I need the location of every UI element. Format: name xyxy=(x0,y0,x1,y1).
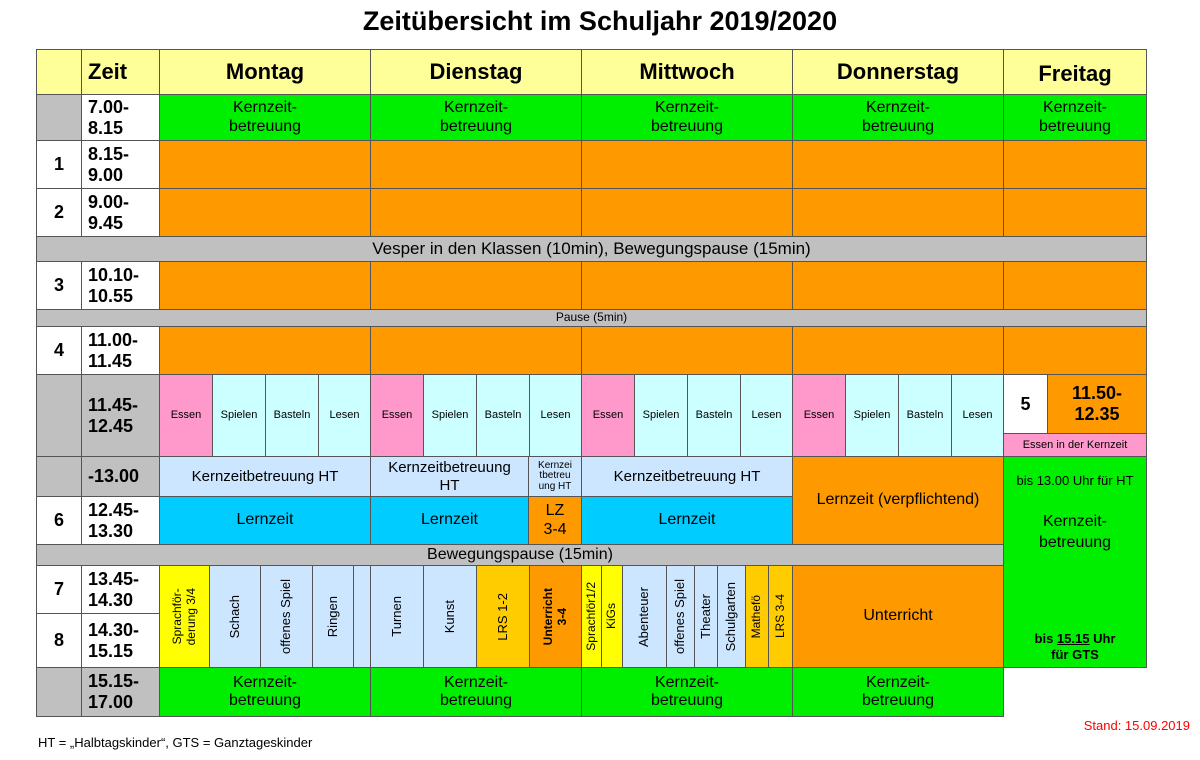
early-kzb-montag: Kernzeit- betreuung xyxy=(159,94,371,141)
row4-dienstag xyxy=(370,326,582,375)
lunch-dienstag-spielen: Spielen xyxy=(423,374,477,457)
late-kzb-mittwoch: Kernzeit- betreuung xyxy=(581,667,793,717)
ag-mittwoch-mathefoerderung xyxy=(745,565,769,668)
freitag-gts-prefix: bis xyxy=(1034,631,1057,646)
row1-num: 1 xyxy=(36,140,82,189)
lunch-time: 11.45- 12.45 xyxy=(81,374,160,457)
row6-mittwoch-lernzeit: Lernzeit xyxy=(581,496,793,545)
ag-dienstag-unterricht-label: Unterricht 3-4 xyxy=(540,587,569,646)
lunch-donnerstag-essen: Essen xyxy=(792,374,846,457)
page-title: Zeitübersicht im Schuljahr 2019/2020 xyxy=(362,6,838,36)
lunch-freitag-num: 5 xyxy=(1003,374,1048,434)
freitag-gts-time: 15.15 xyxy=(1056,631,1090,646)
row-early-num xyxy=(36,94,82,141)
row4-montag xyxy=(159,326,371,375)
late-kzb-dienstag: Kernzeit- betreuung xyxy=(370,667,582,717)
row3-freitag xyxy=(1003,261,1147,310)
ag-montag-offenes-spiel xyxy=(260,565,313,668)
freitag-gts-suffix: Uhr für GTS xyxy=(1051,631,1116,663)
ag-mittwoch-offenes-spiel-label: offenes Spiel xyxy=(672,579,688,654)
row3-donnerstag xyxy=(792,261,1004,310)
row3-montag xyxy=(159,261,371,310)
ag-mittwoch-mathefoerderung-label: Mathefö xyxy=(749,594,764,639)
row1-dienstag xyxy=(370,140,582,189)
lunch-dienstag-lesen: Lesen xyxy=(529,374,582,457)
row6-time: 12.45- 13.30 xyxy=(81,496,160,545)
row8-num: 8 xyxy=(36,613,82,668)
row2-num: 2 xyxy=(36,188,82,237)
lunch-montag-spielen: Spielen xyxy=(212,374,266,457)
ag-mittwoch-lrs xyxy=(768,565,793,668)
lunch-dienstag-essen: Essen xyxy=(370,374,424,457)
ag-dienstag-kunst-label: Kunst xyxy=(441,599,457,634)
header-montag: Montag xyxy=(159,49,371,95)
lunch-montag-essen: Essen xyxy=(159,374,213,457)
late-num xyxy=(36,667,82,717)
ag-mittwoch-sprachfoerderung xyxy=(581,565,602,668)
row3-num: 3 xyxy=(36,261,82,310)
lunch-mittwoch-essen: Essen xyxy=(581,374,635,457)
lunch-dienstag-basteln: Basteln xyxy=(476,374,530,457)
r13-montag-kzb: Kernzeitbetreuung HT xyxy=(159,456,371,497)
ag-mittwoch-schulgarten-label: Schulgarten xyxy=(723,581,739,652)
stand-date: Stand: 15.09.2019 xyxy=(1083,718,1190,733)
vesper-band: Vesper in den Klassen (10min), Bewegungspause (15min) xyxy=(36,236,1147,262)
lunch-donnerstag-lesen: Lesen xyxy=(951,374,1004,457)
row4-freitag xyxy=(1003,326,1147,375)
ag-montag-schach xyxy=(209,565,261,668)
row2-dienstag xyxy=(370,188,582,237)
early-kzb-mittwoch: Kernzeit- betreuung xyxy=(581,94,793,141)
ag-montag-empty xyxy=(353,565,371,668)
late-kzb-donnerstag: Kernzeit- betreuung xyxy=(792,667,1004,717)
header-zeit: Zeit xyxy=(81,49,160,95)
r13-num xyxy=(36,456,82,497)
ag-mittwoch-kigs xyxy=(601,565,623,668)
legend: HT = „Halbtagskinder“, GTS = Ganztageskinder xyxy=(38,735,313,750)
row4-time: 11.00- 11.45 xyxy=(81,326,160,375)
lunch-montag-lesen: Lesen xyxy=(318,374,371,457)
lunch-num xyxy=(36,374,82,457)
row2-freitag xyxy=(1003,188,1147,237)
row1-freitag xyxy=(1003,140,1147,189)
row2-time: 9.00- 9.45 xyxy=(81,188,160,237)
lunch-freitag-time: 11.50- 12.35 xyxy=(1047,374,1147,434)
row6-dienstag-lernzeit: Lernzeit xyxy=(370,496,529,545)
row1-mittwoch xyxy=(581,140,793,189)
lunch-mittwoch-lesen: Lesen xyxy=(740,374,793,457)
row3-mittwoch xyxy=(581,261,793,310)
early-kzb-freitag: Kernzeit- betreuung xyxy=(1003,94,1147,141)
bewegungspause-band: Bewegungspause (15min) xyxy=(36,544,1004,566)
ag-montag-ringen-label: Ringen xyxy=(324,595,340,638)
row7-num: 7 xyxy=(36,565,82,614)
early-kzb-donnerstag: Kernzeit- betreuung xyxy=(792,94,1004,141)
ag-dienstag-unterricht xyxy=(529,565,582,668)
r13-time: -13.00 xyxy=(81,456,160,497)
ag-mittwoch-kigs-label: KiGs xyxy=(604,603,619,630)
r13-mittwoch-kzb: Kernzeitbetreuung HT xyxy=(581,456,793,497)
header-freitag: Freitag xyxy=(1003,49,1147,99)
header-mittwoch: Mittwoch xyxy=(581,49,793,95)
ag-mittwoch-sprachfoerderung-label: Sprachför1/2 xyxy=(583,582,598,651)
early-kzb-dienstag: Kernzeit- betreuung xyxy=(370,94,582,141)
r13-dienstag-kzb: Kernzeitbetreuung HT xyxy=(370,456,529,497)
lunch-freitag-essen: Essen in der Kernzeit xyxy=(1003,433,1147,457)
row6-montag-lernzeit: Lernzeit xyxy=(159,496,371,545)
lunch-mittwoch-spielen: Spielen xyxy=(634,374,688,457)
ag-mittwoch-theater-label: Theater xyxy=(697,594,713,639)
row3-time: 10.10- 10.55 xyxy=(81,261,160,310)
late-kzb-montag: Kernzeit- betreuung xyxy=(159,667,371,717)
ag-mittwoch-schulgarten xyxy=(717,565,746,668)
row4-num: 4 xyxy=(36,326,82,375)
row1-time: 8.15- 9.00 xyxy=(81,140,160,189)
row2-montag xyxy=(159,188,371,237)
freitag-afternoon-block xyxy=(1003,456,1147,668)
freitag-ht-note: bis 13.00 Uhr für HT xyxy=(1016,473,1134,488)
row2-mittwoch xyxy=(581,188,793,237)
row4-donnerstag xyxy=(792,326,1004,375)
r13-dienstag-kzb-small: Kernzei tbetreu ung HT xyxy=(528,456,582,497)
lunch-donnerstag-spielen: Spielen xyxy=(845,374,899,457)
ag-mittwoch-abenteuer xyxy=(622,565,667,668)
lunch-mittwoch-basteln: Basteln xyxy=(687,374,741,457)
row4-mittwoch xyxy=(581,326,793,375)
row-early-time: 7.00- 8.15 xyxy=(81,94,160,141)
header-dienstag: Dienstag xyxy=(370,49,582,95)
ag-dienstag-lrs-label: LRS 1-2 xyxy=(494,592,510,641)
ag-montag-ringen xyxy=(312,565,354,668)
row7-time: 13.45- 14.30 xyxy=(81,565,160,614)
row2-donnerstag xyxy=(792,188,1004,237)
row1-montag xyxy=(159,140,371,189)
lunch-montag-basteln: Basteln xyxy=(265,374,319,457)
freitag-kzb: Kernzeit- betreuung xyxy=(1038,513,1112,551)
row6-dienstag-lz: LZ 3-4 xyxy=(528,496,582,545)
ag-dienstag-turnen-label: Turnen xyxy=(388,596,404,637)
ag-montag-sprachfoerderung-label: Sprachför- derung 3/4 xyxy=(169,587,198,646)
donnerstag-lernzeit: Lernzeit (verpflichtend) xyxy=(792,456,1004,545)
ag-mittwoch-theater xyxy=(694,565,718,668)
row8-time: 14.30- 15.15 xyxy=(81,613,160,668)
ag-mittwoch-lrs-label: LRS 3-4 xyxy=(772,594,787,639)
row6-num: 6 xyxy=(36,496,82,545)
ag-montag-offenes-spiel-label: offenes Spiel xyxy=(278,579,294,654)
pause-band: Pause (5min) xyxy=(36,309,1147,327)
lunch-donnerstag-basteln: Basteln xyxy=(898,374,952,457)
ag-dienstag-turnen xyxy=(370,565,424,668)
donnerstag-unterricht: Unterricht xyxy=(792,565,1004,668)
header-corner xyxy=(36,49,82,95)
ag-mittwoch-offenes-spiel xyxy=(666,565,695,668)
ag-montag-sprachfoerderung xyxy=(159,565,210,668)
row1-donnerstag xyxy=(792,140,1004,189)
row3-dienstag xyxy=(370,261,582,310)
ag-montag-schach-label: Schach xyxy=(226,594,242,639)
late-time: 15.15- 17.00 xyxy=(81,667,160,717)
freitag-gts-note xyxy=(1004,631,1146,664)
ag-dienstag-lrs xyxy=(476,565,530,668)
header-donnerstag: Donnerstag xyxy=(792,49,1004,95)
ag-mittwoch-abenteuer-label: Abenteuer xyxy=(636,586,652,647)
ag-dienstag-kunst xyxy=(423,565,477,668)
